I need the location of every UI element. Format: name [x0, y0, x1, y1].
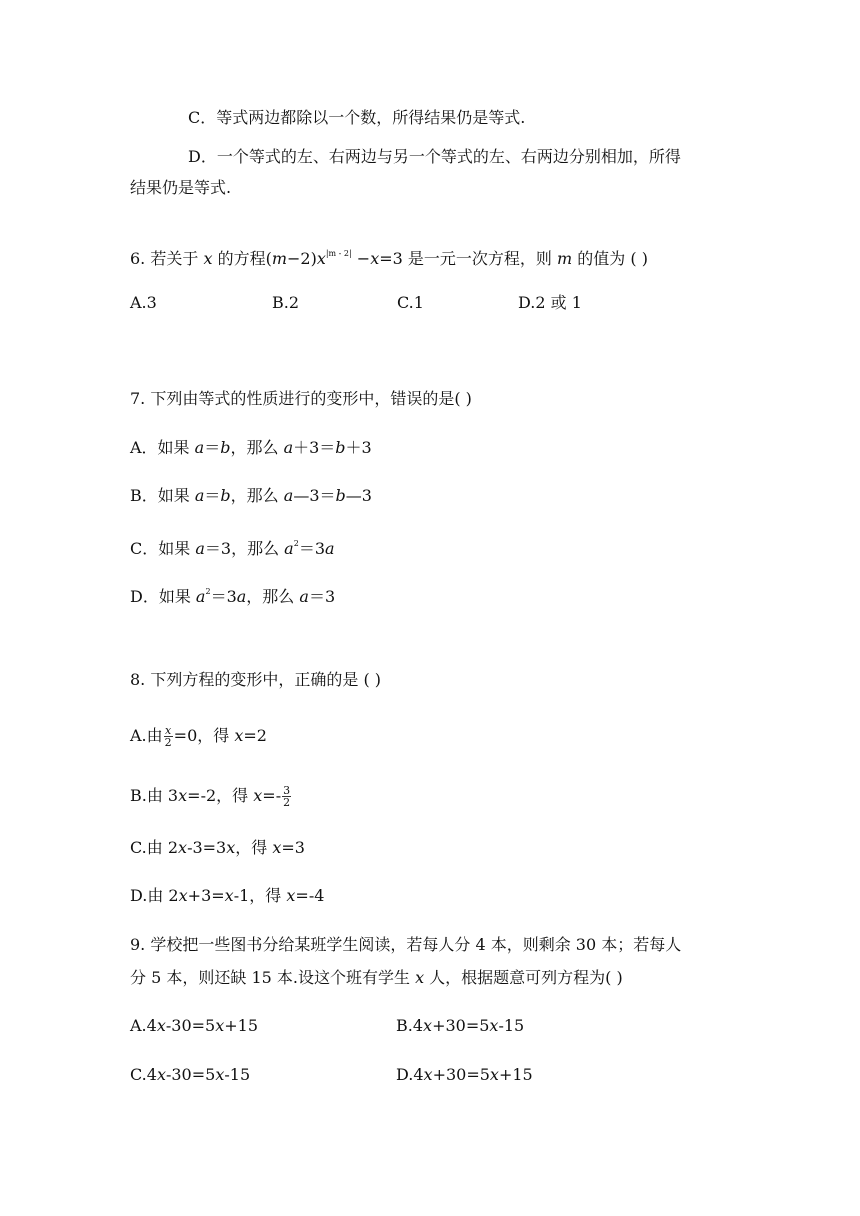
q8-option-d: D.由 2x+3=x-1，得 x=-4: [130, 886, 325, 905]
q6-exponent: |m - 2|: [325, 249, 352, 258]
q9-option-d: D.4x+30=5x+15: [396, 1065, 533, 1084]
q7-option-b: B．如果 a＝b，那么 a—3＝b—3: [130, 486, 372, 505]
q6-option-b: B.2: [272, 293, 300, 312]
q7-option-c: C．如果 a＝3，那么 $a^2=3a$: [130, 539, 335, 558]
q5-option-d-line1: D．一个等式的左、右两边与另一个等式的左、右两边分别相加，所得: [188, 147, 681, 166]
q6-option-d: D.2 或 1: [518, 293, 582, 312]
q6-option-a: A.3: [130, 293, 157, 312]
q7-stem: 7. 下列由等式的性质进行的变形中，错误的是( ): [130, 389, 472, 408]
q9-stem-line2: 分 5 本，则还缺 15 本.设这个班有学生 x 人，根据题意可列方程为( ): [130, 968, 623, 987]
fraction: $\frac{x}{2}$: [164, 724, 172, 749]
q9-stem-line1: 9. 学校把一些图书分给某班学生阅读，若每人分 4 本，则剩余 30 本；若每人: [130, 935, 682, 954]
q7-option-a: A．如果 a＝b，那么 a＋3＝b＋3: [130, 438, 372, 457]
q6-stem: 6. 若关于 x 的方程$(m-2)x^{|m - 2|} -x=3$ 是一元一次方程，则 m 的值为 ( ): [130, 249, 648, 268]
q8-option-b: B.由 3x=-2，得 x=- $\frac{3}{2}$: [130, 784, 291, 809]
q8-stem: 8. 下列方程的变形中，正确的是 ( ): [130, 670, 382, 689]
q5-option-d-line2: 结果仍是等式.: [130, 178, 232, 197]
q6-option-c: C.1: [397, 293, 424, 312]
q8-option-a: A.由 $\frac{x}{2}$ =0，得 x=2: [130, 724, 267, 749]
q8-option-c: C.由 2x-3=3x，得 x=3: [130, 838, 305, 857]
q5-option-c: C．等式两边都除以一个数，所得结果仍是等式.: [188, 108, 526, 127]
q7-option-d: D．如果 $a^2=3a$，那么 a＝3: [130, 587, 336, 606]
q9-option-a: A.4x-30=5x+15: [130, 1016, 259, 1035]
fraction: $\frac{3}{2}$: [283, 784, 291, 809]
q9-option-c: C.4x-30=5x-15: [130, 1065, 251, 1084]
q9-option-b: B.4x+30=5x-15: [396, 1016, 525, 1035]
